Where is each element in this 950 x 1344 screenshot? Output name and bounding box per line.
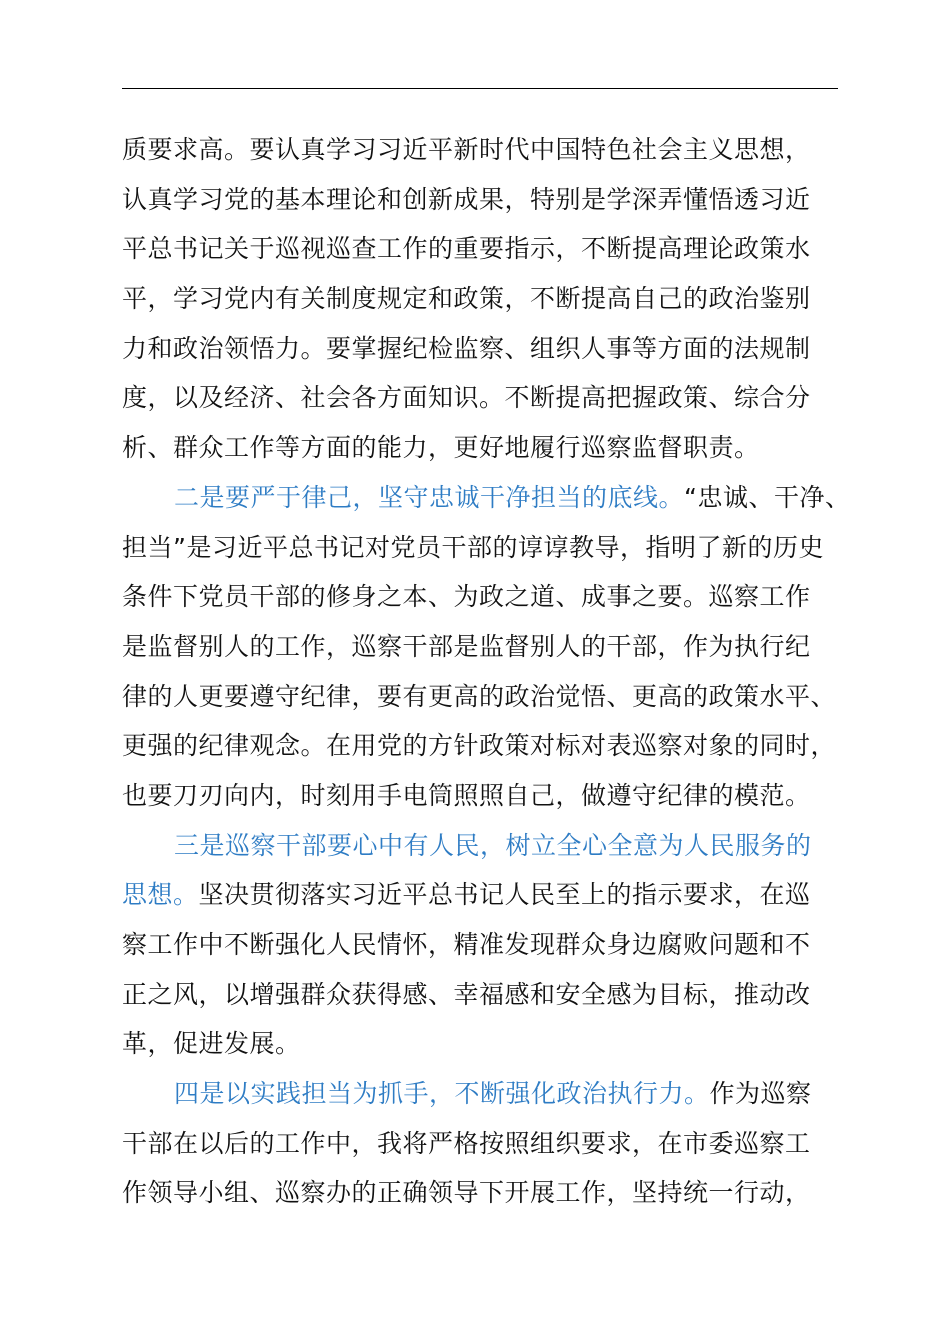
paragraph-1-line: 平，学习党内有关制度规定和政策，不断提高自己的政治鉴别	[122, 284, 811, 314]
paragraph-1-line: 力和政治领悟力。要掌握纪检监察、组织人事等方面的法规制	[122, 333, 811, 363]
paragraph-2-line: 担当”是习近平总书记对党员干部的谆谆教导，指明了新的历史	[122, 532, 824, 562]
paragraph-2-line: 是监督别人的工作，巡察干部是监督别人的干部，作为执行纪	[122, 631, 811, 661]
paragraph-2-text: “忠诚、干净、	[684, 482, 851, 512]
body-text	[122, 125, 851, 1218]
paragraph-4-heading: 四是以实践担当为抓手，不断强化政治执行力。	[174, 1079, 710, 1109]
paragraph-2-line: 条件下党员干部的修身之本、为政之道、成事之要。巡察工作	[122, 582, 811, 612]
paragraph-4-line: 作领导小组、巡察办的正确领导下开展工作，坚持统一行动，	[122, 1178, 811, 1208]
paragraph-4-line: 干部在以后的工作中，我将严格按照组织要求，在市委巡察工	[122, 1128, 811, 1158]
paragraph-2-line: 更强的纪律观念。在用党的方针政策对标对表巡察对象的同时，	[122, 731, 837, 761]
paragraph-1-line: 认真学习党的基本理论和创新成果，特别是学深弄懂悟透习近	[122, 184, 811, 214]
paragraph-3-text: 坚决贯彻落实习近平总书记人民至上的指示要求，在巡	[198, 880, 811, 910]
paragraph-3-second-line	[122, 870, 842, 920]
paragraph-3-heading: 三是巡察干部要心中有人民，树立全心全意为人民服务的	[174, 830, 812, 860]
paragraph-3-line: 革，促进发展。	[122, 1029, 301, 1059]
paragraph-1-line: 平总书记关于巡视巡查工作的重要指示，不断提高理论政策水	[122, 234, 811, 264]
paragraph-3-heading-end: 思想。	[122, 880, 199, 910]
paragraph-2-first-line	[122, 473, 851, 523]
paragraph-3-line: 正之风，以增强群众获得感、幸福感和安全感为目标，推动改	[122, 979, 811, 1009]
paragraph-1-line: 度，以及经济、社会各方面知识。不断提高把握政策、综合分	[122, 383, 811, 413]
paragraph-3-line: 察工作中不断强化人民情怀，精准发现群众身边腐败问题和不	[122, 930, 811, 959]
header-rule	[122, 88, 838, 89]
paragraph-2-line: 也要刀刃向内，时刻用手电筒照照自己，做遵守纪律的模范。	[122, 780, 811, 810]
paragraph-4-text: 作为巡察	[709, 1079, 812, 1109]
paragraph-2-line: 律的人更要遵守纪律，要有更高的政治觉悟、更高的政策水平、	[122, 681, 837, 711]
paragraph-2-heading: 二是要严于律己，坚守忠诚干净担当的底线。	[174, 482, 685, 512]
paragraph-3-first-line	[122, 821, 842, 871]
paragraph-1-line: 质要求高。要认真学习习近平新时代中国特色社会主义思想，	[122, 135, 811, 164]
paragraph-4-first-line	[122, 1069, 842, 1119]
paragraph-1-line: 析、群众工作等方面的能力，更好地履行巡察监督职责。	[122, 433, 760, 463]
